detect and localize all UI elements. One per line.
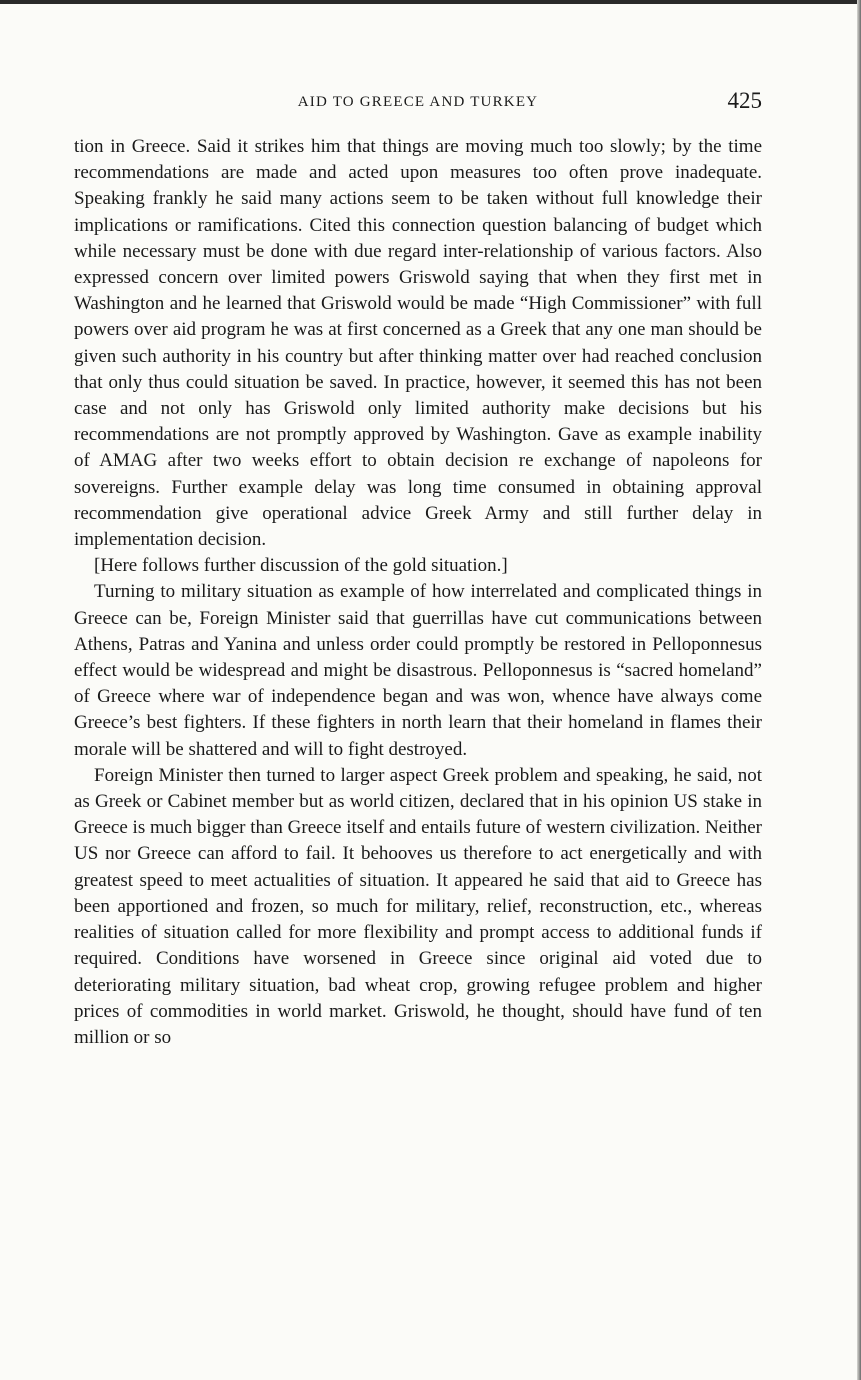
running-title: AID TO GREECE AND TURKEY xyxy=(297,94,539,110)
paragraph-military-situation: Turning to military situation as example of how interrelated and complicated things in Greece can be, Foreign Minister said that guerrillas have cut communications between Athens, Patras and Yanina and unless order could promptly be restored in Pelloponnesus effect would be widespread and might be disastrous. Pelloponnesus is “sacred homeland” of Greece where war of independence began and was won, whence have always come Greece’s best fighters. If these fighters in north learn that their homeland in flames their morale will be shattered and will to fight destroyed. xyxy=(74,581,762,760)
document-body xyxy=(74,134,762,1051)
editorial-note: [Here follows further discussion of the gold situation.] xyxy=(94,555,508,577)
page-number: 425 xyxy=(727,88,762,113)
paragraph-continued: tion in Greece. Said it strikes him that things are moving much too slowly; by the time recommendations are made and acted upon measures too often prove inadequate. Speaking frankly he said many actions seem to be taken without full knowledge their implications or ramifications. Cited this connection question balancing of budget which while necessary must be done with due regard inter-relationship of various factors. Also expressed concern over limited powers Griswold saying that when they first met in Washington and he learned that Griswold would be made “High Commissioner” with full powers over aid program he was at first concerned as a Greek that any one man should be given such authority in his country but after thinking matter over had reached conclusion that only thus could situation be saved. In practice, however, it seemed this has not been case and not only has Griswold only limited authority make decisions but his recommendations are not promptly approved by Washington. Gave as example inability of AMAG after two weeks effort to obtain decision re exchange of napoleons for sovereigns. Further example delay was long time consumed in obtaining approval recommendation give operational advice Greek Army and still further delay in implementation decision. xyxy=(74,136,762,551)
paragraph-larger-aspect: Foreign Minister then turned to larger aspect Greek problem and speaking, he said, not as Greek or Cabinet member but as world citizen, declared that in his opinion US stake in Greece is much bigger than Greece itself and entails future of western civilization. Neither US nor Greece can afford to fail. It behooves us therefore to act energetically and with greatest speed to meet actualities of situation. It appeared he said that aid to Greece has been apportioned and frozen, so much for military, relief, reconstruction, etc., whereas realities of situation called for more flexibility and prompt access to additional funds if required. Conditions have worsened in Greece since original aid voted due to deteriorating military situation, bad wheat crop, growing refugee problem and higher prices of commodities in world market. Griswold, he thought, should have fund of ten million or so xyxy=(74,764,762,1048)
page-edge-shadow xyxy=(857,0,861,1380)
page-header xyxy=(74,88,762,118)
top-border-rule xyxy=(0,0,861,4)
